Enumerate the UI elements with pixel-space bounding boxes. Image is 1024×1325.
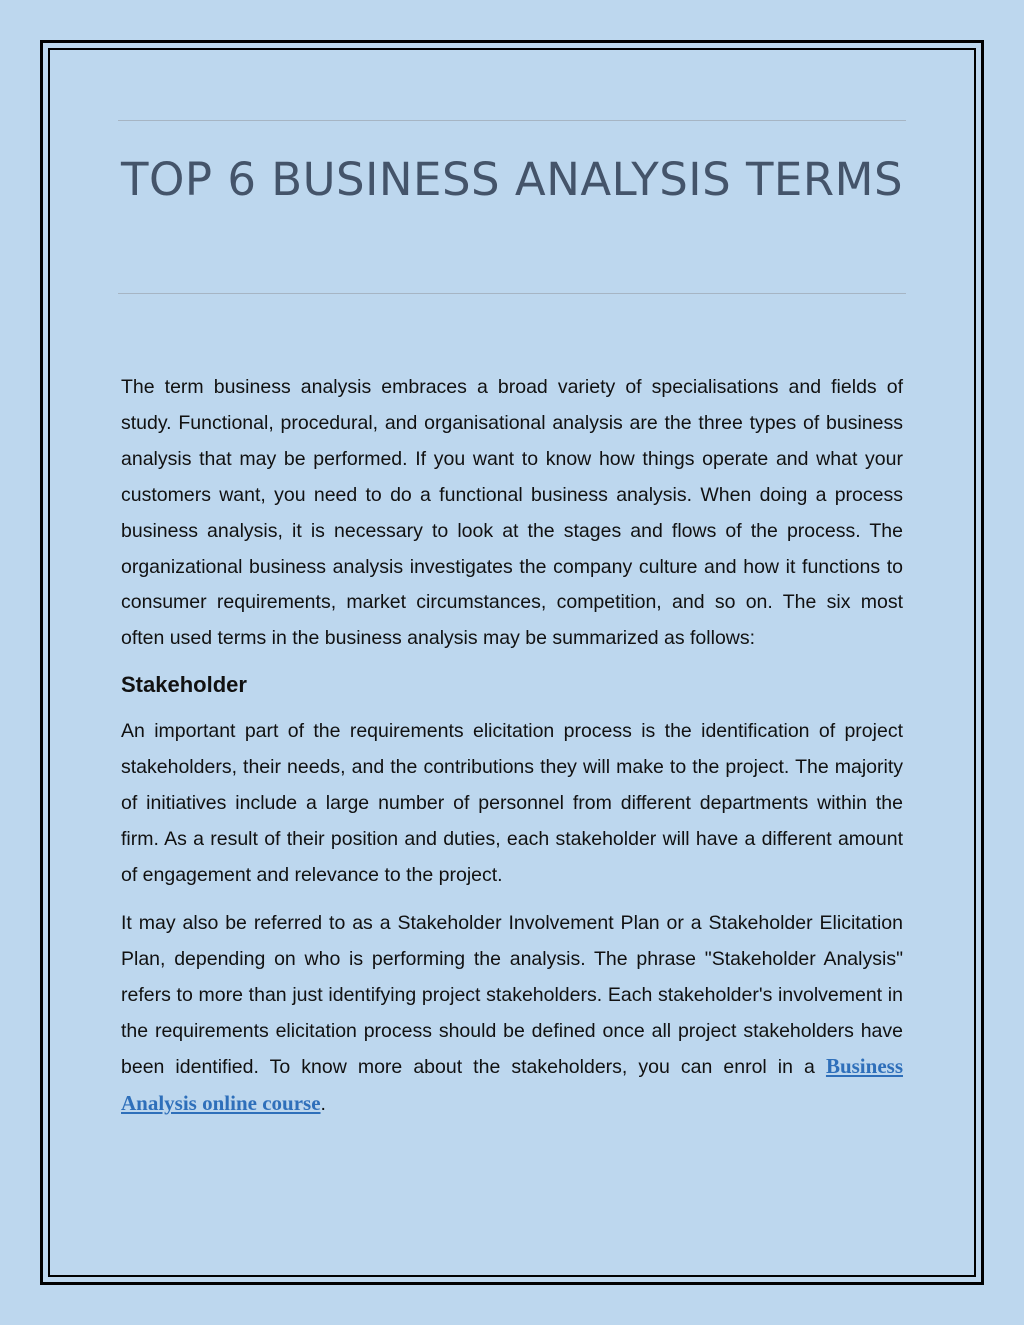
stakeholder-paragraph-2-text: It may also be referred to as a Stakeholder Involvement Plan or a Stakeholder Elicitation Plan, depending on who is performing the analysis. The phrase "Stakeholder Analysis" refers to more than just identifying project stakeholders. Each stakeholder's involvement in the requirements elicitation process should be defined once all project stakeholders have been identified. To know more about the stakeholders, you can enrol in a <box>121 911 903 1079</box>
title-block <box>118 120 906 294</box>
stakeholder-paragraph-2 <box>121 906 903 1123</box>
business-analysis-course-link[interactable]: Business Analysis online course <box>121 1054 903 1116</box>
stakeholder-paragraph-2-end: . <box>320 1093 326 1116</box>
document-content <box>121 120 903 1123</box>
stakeholder-paragraph-1: An important part of the requirements elicitation process is the identification of project stakeholders, their needs, and the contributions they will make to the project. The majority of initiatives include a large number of personnel from different departments within the firm. As a result of their position and duties, each stakeholder will have a different amount of engagement and relevance to the project. <box>121 720 903 886</box>
section-heading-stakeholder: Stakeholder <box>121 672 247 698</box>
page-title: TOP 6 BUSINESS ANALYSIS TERMS <box>120 153 904 206</box>
intro-paragraph: The term business analysis embraces a broad variety of specialisations and fields of study. Functional, procedural, and organisational analysis are the three types of business analysis that may be performed. If you want to know how things operate and what your customers want, you need to do a functional business analysis. When doing a process business analysis, it is necessary to look at the stages and flows of the process. The organizational business analysis investigates the company culture and how it functions to consumer requirements, market circumstances, competition, and so on. The six most often used terms in the business analysis may be summarized as follows: <box>121 376 903 650</box>
